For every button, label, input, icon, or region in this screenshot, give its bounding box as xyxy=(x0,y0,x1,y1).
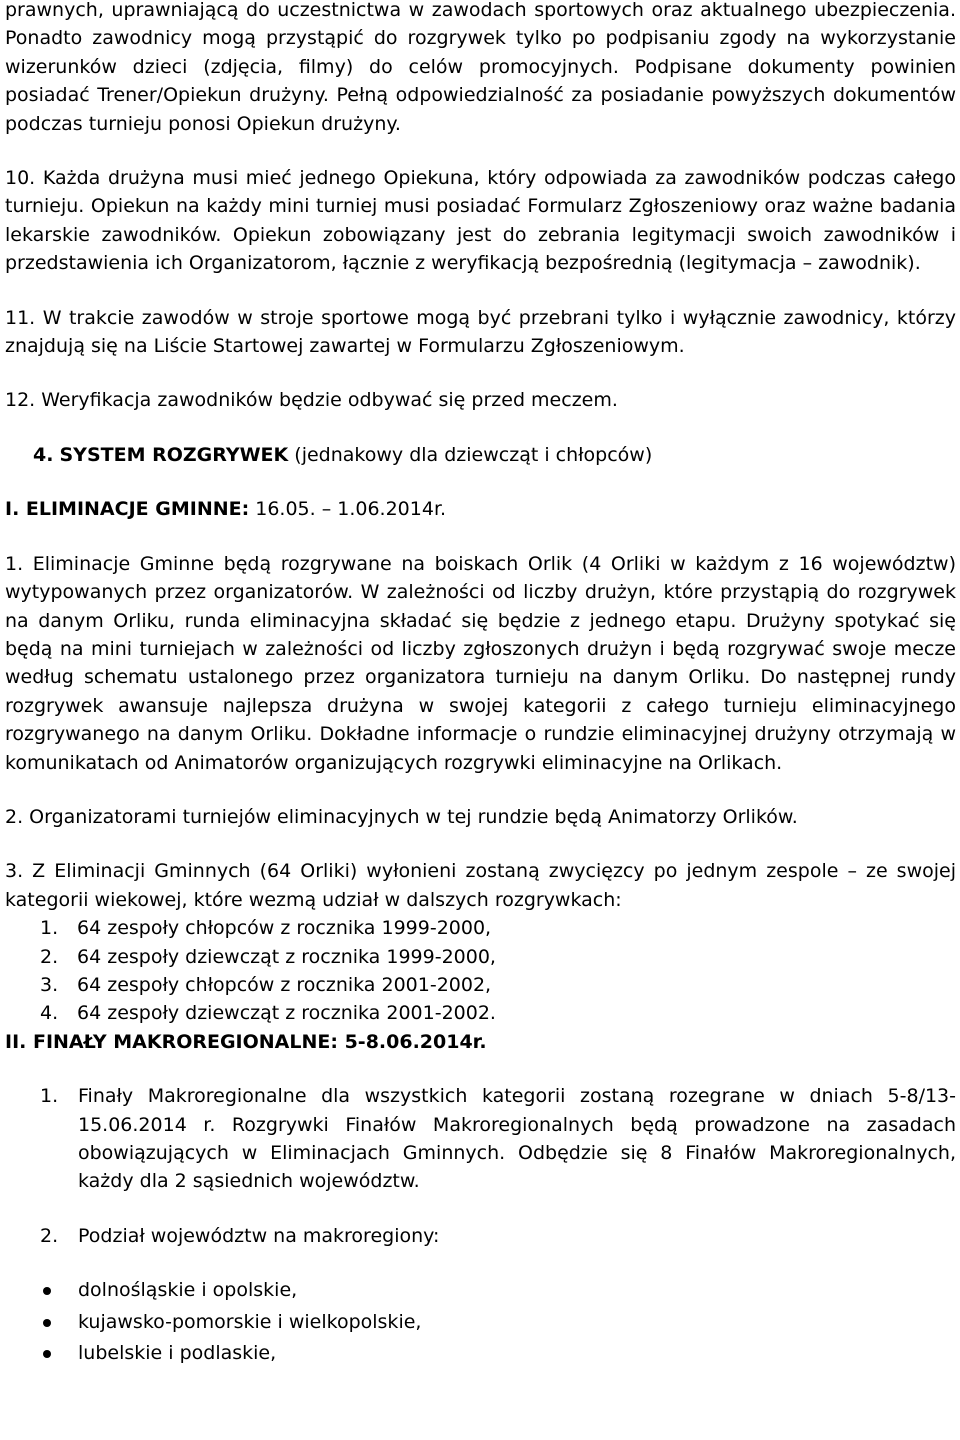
list-item-text: 64 zespoły chłopców z rocznika 1999-2000, xyxy=(77,917,492,940)
eliminations-heading xyxy=(5,495,956,523)
list-item xyxy=(5,914,956,942)
eliminations-point-1: 1. Eliminacje Gminne będą rozgrywane na boiskach Orlik (4 Orliki w każdym z 16 województw) wytypowanych przez organizatorów. W zależności od liczby drużyn, które przystąpią do rozgrywek na danym Orliku, runda eliminacyjna składać się będzie z jednego etapu. Drużyny spotykać się będą na mini turniejach w zależności od liczby zgłoszonych drużyn i będą rozgrywać swoje mecze według schematu ustalonego przez organizatora turnieju na danym Orliku. Do następnej rundy rozgrywek awansuje najlepsza drużyna w swojej kategorii z całego turnieju eliminacyjnego rozgrywanego na danym Orliku. Dokładne informacje o rundzie eliminacyjnej drużyny otrzymają w komunikatach od Animatorów organizujących rozgrywki eliminacyjne na Orlikach. xyxy=(5,552,956,774)
finals-heading: II. FINAŁY MAKROREGIONALNE: 5-8.06.2014r. xyxy=(5,1030,487,1053)
bullet-icon xyxy=(43,1350,51,1358)
document-page xyxy=(5,0,956,1370)
bullet-icon xyxy=(43,1287,51,1295)
list-item-text: 64 zespoły dziewcząt z rocznika 2001-2002. xyxy=(77,1002,496,1025)
paragraph-11: 11. W trakcie zawodów w stroje sportowe mogą być przebrani tylko i wyłącznie zawodnicy, którzy znajdują się na Liście Startowej zawartej w Formularzu Zgłoszeniowym. xyxy=(5,306,956,358)
finals-point-2-text: Podział województw na makroregiony: xyxy=(78,1224,440,1247)
region-text: dolnośląskie i opolskie, xyxy=(78,1279,298,1302)
section-4-number: 4. xyxy=(33,443,54,466)
list-item-number: 4. xyxy=(40,1002,59,1025)
eliminations-point-3: 3. Z Eliminacji Gminnych (64 Orliki) wyłonieni zostaną zwycięzcy po jednym zespole – ze swojej kategorii wiekowej, które wezmą udział w dalszych rozgrywkach: xyxy=(5,860,956,911)
eliminations-point-2: 2. Organizatorami turniejów eliminacyjnych w tej rundzie będą Animatorzy Orlików. xyxy=(5,805,798,828)
bullet-icon xyxy=(43,1319,51,1327)
paragraph-12: 12. Weryfikacja zawodników będzie odbywać się przed meczem. xyxy=(5,389,618,412)
list-item-number: 3. xyxy=(40,973,59,996)
qualified-teams-list xyxy=(5,914,956,1028)
list-item xyxy=(5,943,956,971)
list-item-number: 1. xyxy=(40,917,59,940)
list-item xyxy=(5,971,956,999)
section-4-title: SYSTEM ROZGRYWEK xyxy=(59,443,289,466)
eliminations-title: I. ELIMINACJE GMINNE: xyxy=(5,498,250,521)
region-item xyxy=(5,1339,956,1367)
section-4-subtitle: (jednakowy dla dziewcząt i chłopców) xyxy=(288,443,653,466)
paragraph-10: 10. Każda drużyna musi mieć jednego Opiekuna, który odpowiada za zawodników podczas całego turnieju. Opiekun na każdy mini turniej musi posiadać Formularz Zgłoszeniowy oraz ważne badania lekarskie zawodników. Opiekun zobowiązany jest do zebrania legitymacji swoich zawodników i przedstawienia ich Organizatorom, łącznie z weryfikacją bezpośrednią (legitymacja – zawodnik). xyxy=(5,167,956,275)
finals-point-1-text: Finały Makroregionalne dla wszystkich kategorii zostaną rozegrane w dniach 5-8/13-15.06.2014 r. Rozgrywki Finałów Makroregionalnych będą prowadzone na zasadach obowiązujących w Eliminacjach Gminnych. Odbędzie się 8 Finałów Makroregionalnych, każdy dla 2 sąsiednich województw. xyxy=(78,1085,956,1193)
list-item xyxy=(5,999,956,1027)
list-item-text: 64 zespoły chłopców z rocznika 2001-2002, xyxy=(77,973,492,996)
region-item xyxy=(5,1276,956,1304)
region-item xyxy=(5,1308,956,1336)
region-text: kujawsko-pomorskie i wielkopolskie, xyxy=(78,1310,422,1333)
section-4-heading xyxy=(5,441,956,469)
intro-paragraph: prawnych, uprawniającą do uczestnictwa w zawodach sportowych oraz aktualnego ubezpieczenia. Ponadto zawodnicy mogą przystąpić do rozgrywek tylko po podpisaniu zgody na wykorzystanie wizerunków dzieci (zdjęcia, filmy) do celów promocyjnych. Podpisane dokumenty powinien posiadać Trener/Opiekun drużyny. Pełną odpowiedzialność za posiadanie powyższych dokumentów podczas turnieju ponosi Opiekun drużyny. xyxy=(5,0,956,135)
finals-point-2 xyxy=(5,1222,956,1250)
finals-point-1-number: 1. xyxy=(40,1085,59,1108)
list-item-number: 2. xyxy=(40,945,59,968)
finals-point-2-number: 2. xyxy=(40,1224,59,1247)
eliminations-dates: 16.05. – 1.06.2014r. xyxy=(249,498,447,521)
region-text: lubelskie i podlaskie, xyxy=(78,1342,277,1365)
list-item-text: 64 zespoły dziewcząt z rocznika 1999-2000, xyxy=(77,945,496,968)
finals-point-1 xyxy=(5,1082,956,1196)
regions-list xyxy=(5,1276,956,1367)
